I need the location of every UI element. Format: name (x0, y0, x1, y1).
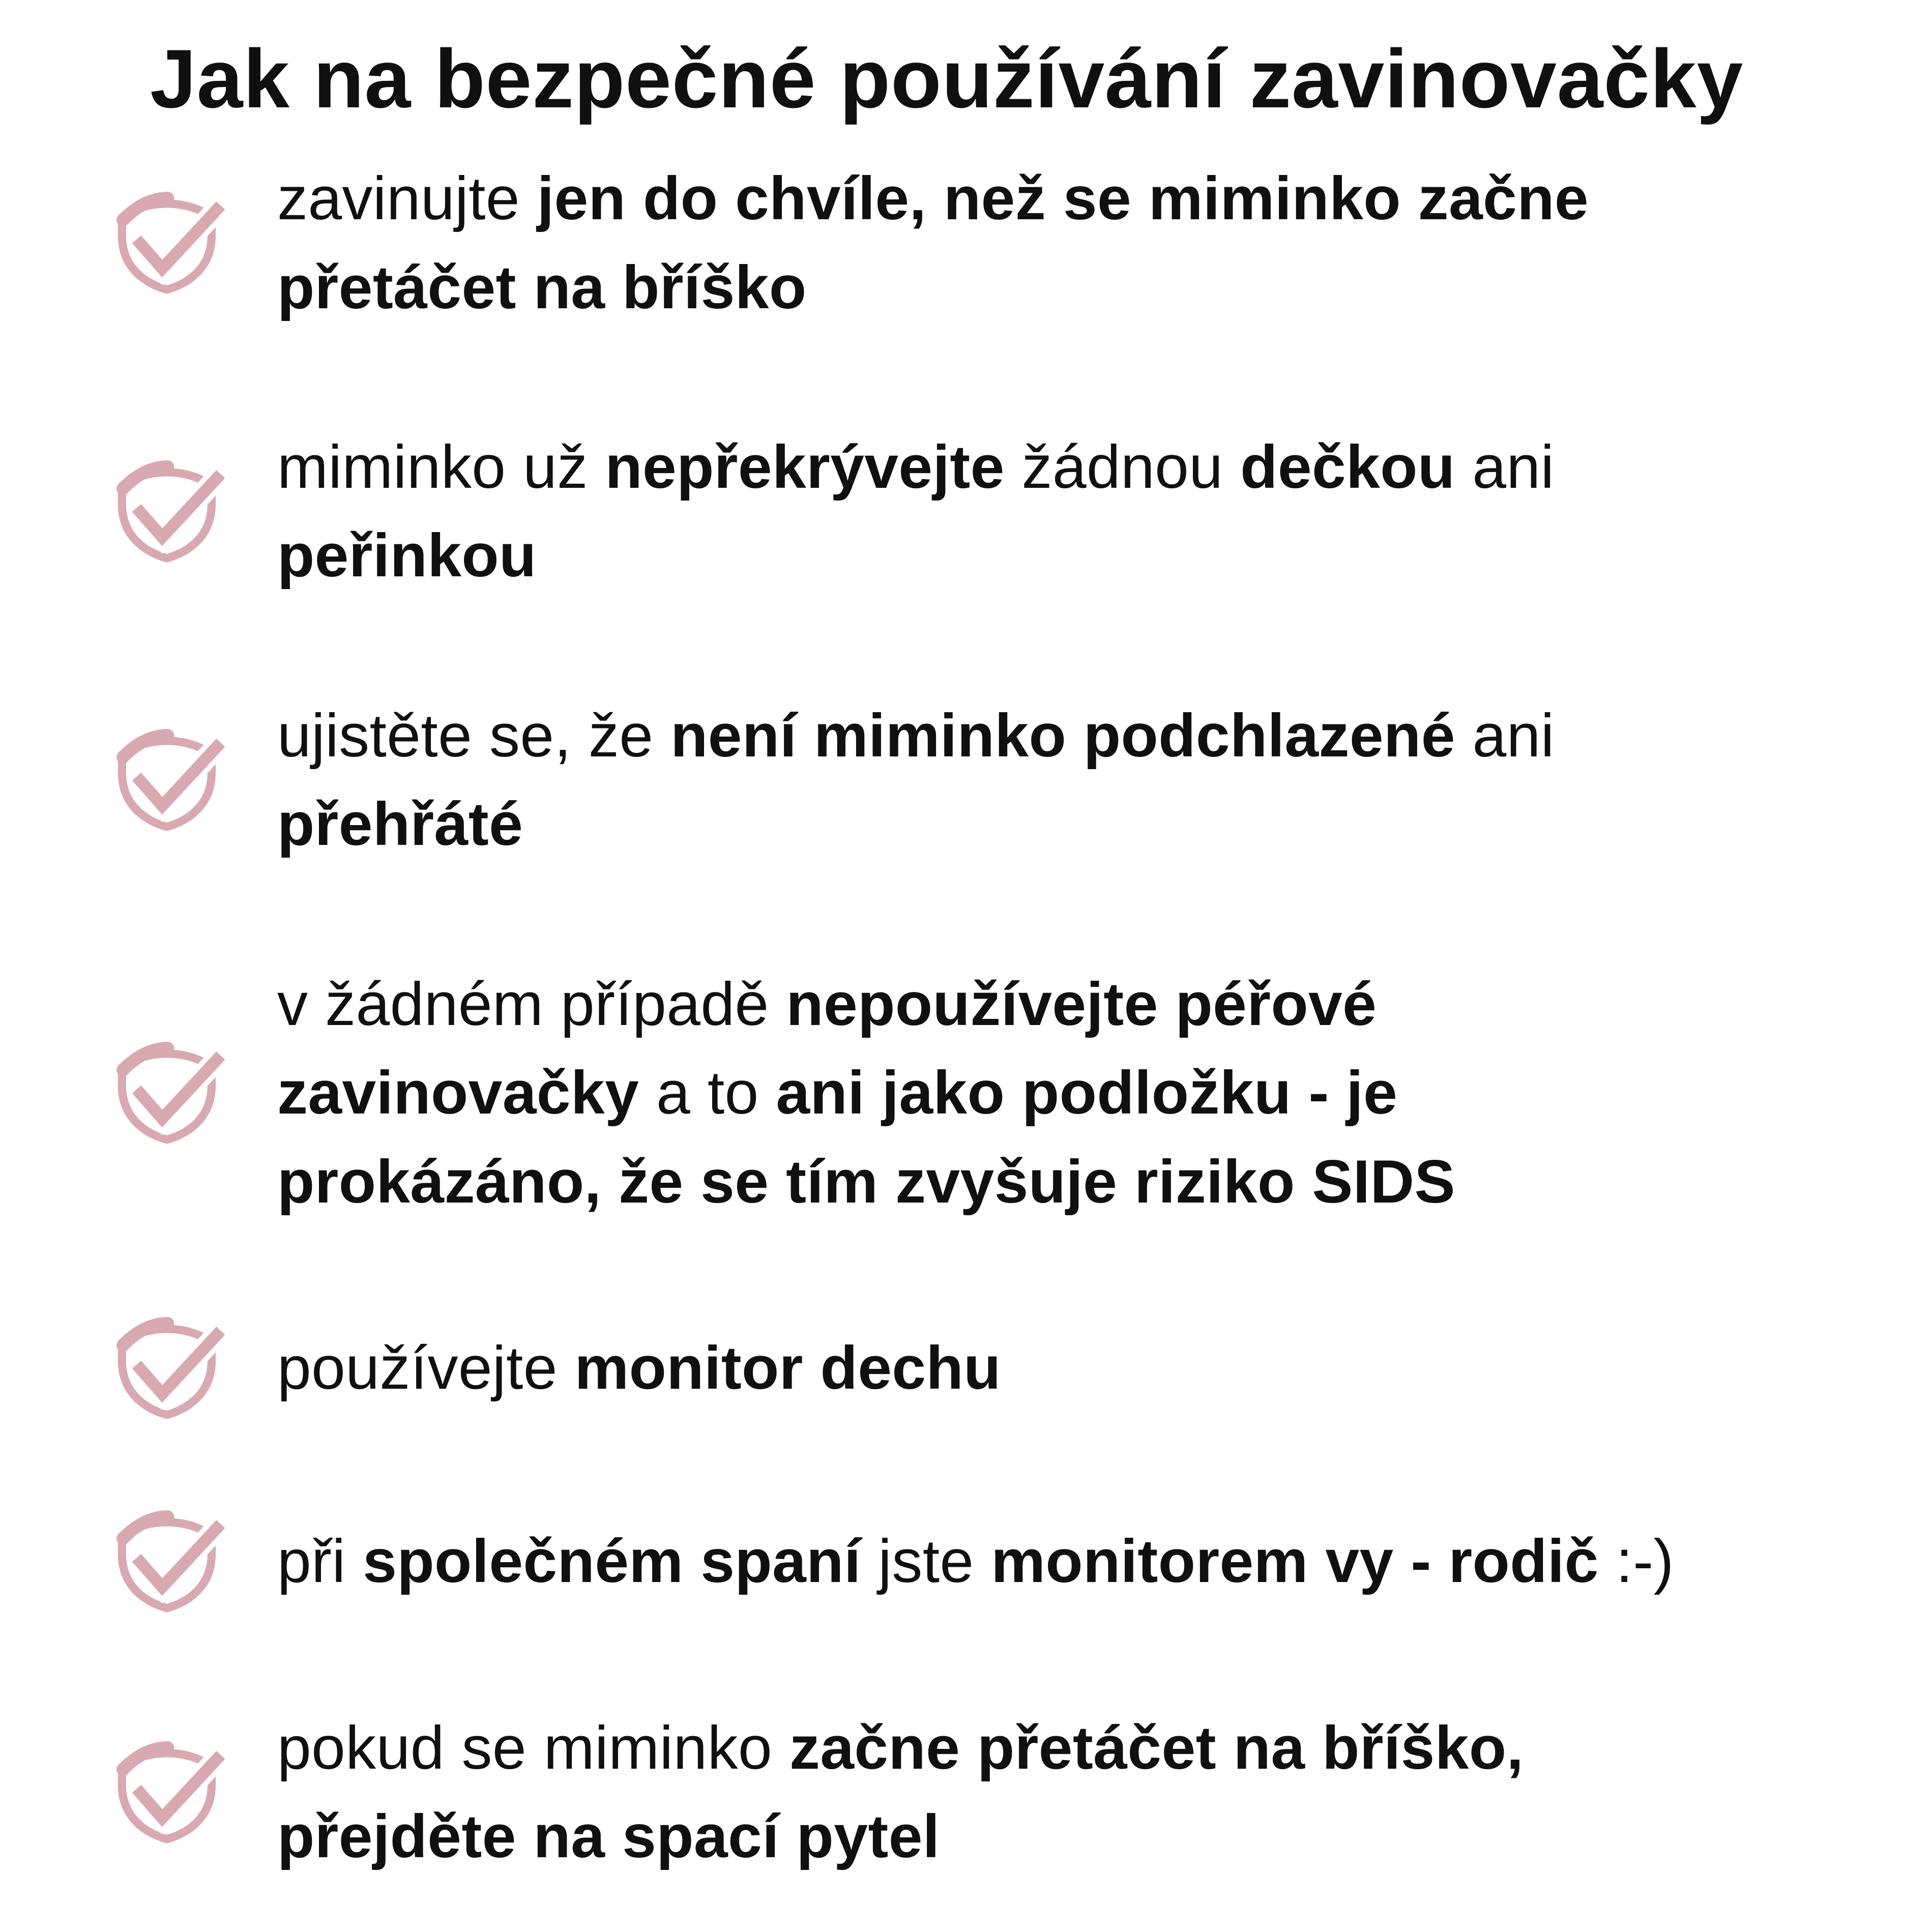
text-segment: zavinujte (277, 164, 537, 232)
shield-check-icon (108, 1741, 225, 1843)
text-segment: dečkou (1240, 432, 1455, 501)
text-line (277, 1704, 1524, 1793)
text-line (277, 243, 1589, 332)
shield-check-icon (108, 192, 225, 294)
text-segment: peřinkou (277, 521, 537, 590)
text-line (277, 154, 1589, 243)
text-segment: nepoužívejte péřové (786, 970, 1377, 1038)
text-segment: používejte (277, 1334, 575, 1402)
text-segment: monitor dechu (574, 1334, 1001, 1402)
checklist-item-text (277, 960, 1455, 1226)
text-segment: není miminko podchlazené (670, 701, 1455, 770)
checklist-item-text (277, 691, 1555, 869)
text-segment: přetáčet na bříško (277, 253, 807, 321)
checklist-item (0, 154, 1932, 332)
text-line (277, 1137, 1455, 1226)
checklist-item (0, 1704, 1932, 1881)
text-line (277, 691, 1555, 780)
text-line (277, 1048, 1455, 1137)
text-segment: jste (861, 1527, 991, 1596)
text-line (277, 1517, 1674, 1606)
text-segment: začne přetáčet na bříško, (789, 1713, 1524, 1782)
text-segment: pokud se miminko (277, 1713, 789, 1782)
checklist-item (0, 1510, 1932, 1613)
checklist-item (0, 960, 1932, 1226)
text-segment: ani jako podložku - je (776, 1059, 1398, 1127)
text-segment: ani (1455, 701, 1555, 770)
checklist-item-text (277, 423, 1555, 600)
text-segment: miminko už (277, 432, 605, 501)
text-segment: žádnou (1004, 432, 1241, 501)
text-segment: :-) (1598, 1527, 1674, 1596)
shield-check-icon (108, 460, 225, 563)
text-line (277, 780, 1555, 869)
text-segment: zavinovačky (277, 1059, 639, 1127)
checklist-item (0, 423, 1932, 600)
text-segment: monitorem vy - rodič (991, 1527, 1599, 1596)
checklist (0, 154, 1932, 1881)
text-segment: při (277, 1527, 363, 1596)
text-line (277, 1324, 1001, 1413)
text-segment: ujistěte se, že (277, 701, 671, 770)
text-segment: a to (639, 1059, 776, 1127)
text-segment: v žádném případě (277, 970, 786, 1038)
checklist-item-text (277, 1324, 1001, 1413)
checklist-item-text (277, 154, 1589, 332)
text-line (277, 960, 1455, 1049)
text-segment: přehřáté (277, 790, 523, 859)
text-segment: ani (1455, 432, 1555, 501)
text-line (277, 1792, 1524, 1881)
checklist-item-text (277, 1704, 1524, 1881)
shield-check-icon (108, 729, 225, 831)
text-segment: prokázáno, že se tím zvyšuje riziko SIDS (277, 1147, 1455, 1216)
checklist-item (0, 1317, 1932, 1419)
text-segment: společném spaní (363, 1527, 861, 1596)
text-segment: přejděte na spací pytel (277, 1802, 940, 1871)
shield-check-icon (108, 1042, 225, 1144)
shield-check-icon (108, 1510, 225, 1613)
text-segment: jen do chvíle, než se miminko začne (537, 164, 1589, 232)
shield-check-icon (108, 1317, 225, 1419)
text-line (277, 511, 1555, 600)
checklist-item (0, 691, 1932, 869)
page-title: Jak na bezpečné používání zavinovačky (150, 32, 1744, 126)
text-line (277, 423, 1555, 512)
checklist-item-text (277, 1517, 1674, 1606)
text-segment: nepřekrývejte (605, 432, 1005, 501)
